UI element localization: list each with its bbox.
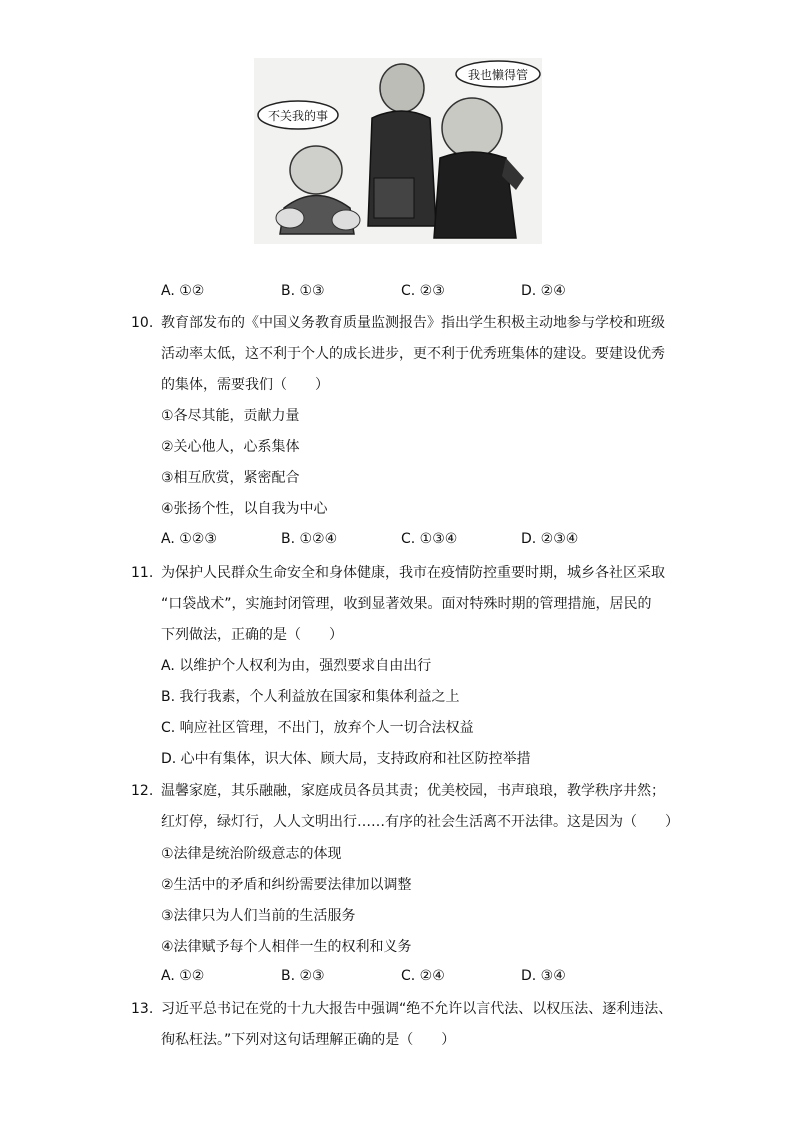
q12-stem-line: 温馨家庭，其乐融融，家庭成员各员其责；优美校园，书声琅琅，教学秩序井然； <box>161 783 665 799</box>
q12-option-d[interactable]: D. ③④ <box>521 968 566 984</box>
q10-item: ④张扬个性，以自我为中心 <box>161 501 328 517</box>
cartoon-figure <box>254 58 542 244</box>
q10-option-b[interactable]: B. ①②④ <box>281 531 338 547</box>
q10-stem-line: 的集体，需要我们（ ） <box>161 377 329 393</box>
q12-item: ④法律赋予每个人相伴一生的权利和义务 <box>161 939 412 955</box>
q11-option-d[interactable]: D. 心中有集体，识大体、顾大局，支持政府和社区防控举措 <box>161 751 531 767</box>
q9-option-c[interactable]: C. ②③ <box>401 283 445 299</box>
q9-options <box>161 283 641 303</box>
q11-stem-line: 为保护人民群众生命安全和身体健康，我市在疫情防控重要时期，城乡各社区采取 <box>161 565 665 581</box>
q11-number: 11. <box>131 565 154 581</box>
bubble-right-text: 我也懒得管 <box>467 68 529 82</box>
q10-option-d[interactable]: D. ②③④ <box>521 531 579 547</box>
q12-item: ③法律只为人们当前的生活服务 <box>161 908 356 924</box>
q11-option-b[interactable]: B. 我行我素，个人利益放在国家和集体利益之上 <box>161 689 460 705</box>
q10-stem-line: 教育部发布的《中国义务教育质量监测报告》指出学生积极主动地参与学校和班级 <box>161 315 665 331</box>
q12-option-c[interactable]: C. ②④ <box>401 968 445 984</box>
q10-option-a[interactable]: A. ①②③ <box>161 531 217 547</box>
q10-options <box>161 531 641 551</box>
q13-number: 13. <box>131 1001 154 1017</box>
q12-stem-line: 红灯停，绿灯行，人人文明出行……有序的社会生活离不开法律。这是因为（ ） <box>161 814 679 830</box>
q12-item: ②生活中的矛盾和纠纷需要法律加以调整 <box>161 877 412 893</box>
q9-option-a[interactable]: A. ①② <box>161 283 205 299</box>
q11-stem-line: “口袋战术”，实施封闭管理，收到显著效果。面对特殊时期的管理措施，居民的 <box>161 596 652 612</box>
q9-option-b[interactable]: B. ①③ <box>281 283 325 299</box>
bubble-left-text: 不关我的事 <box>267 109 329 123</box>
q12-options <box>161 968 641 988</box>
q13-stem-line: 徇私枉法。”下列对这句话理解正确的是（ ） <box>161 1032 456 1048</box>
cartoon-illustration <box>254 58 542 244</box>
q10-option-c[interactable]: C. ①③④ <box>401 531 458 547</box>
q11-option-c[interactable]: C. 响应社区管理，不出门，放弃个人一切合法权益 <box>161 720 474 736</box>
q12-option-b[interactable]: B. ②③ <box>281 968 325 984</box>
q11-option-a[interactable]: A. 以维护个人权利为由，强烈要求自由出行 <box>161 658 432 674</box>
q10-stem-line: 活动率太低，这不利于个人的成长进步，更不利于优秀班集体的建设。要建设优秀 <box>161 346 665 362</box>
q11-stem-line: 下列做法，正确的是（ ） <box>161 627 343 643</box>
q12-item: ①法律是统治阶级意志的体现 <box>161 846 342 862</box>
q10-item: ③相互欣赏，紧密配合 <box>161 470 300 486</box>
q12-number: 12. <box>131 783 154 799</box>
q10-number: 10. <box>131 315 154 331</box>
q10-item: ①各尽其能，贡献力量 <box>161 408 300 424</box>
q13-stem-line: 习近平总书记在党的十九大报告中强调“绝不允许以言代法、以权压法、逐利违法、 <box>161 1001 673 1017</box>
q9-option-d[interactable]: D. ②④ <box>521 283 566 299</box>
q12-option-a[interactable]: A. ①② <box>161 968 205 984</box>
q10-item: ②关心他人，心系集体 <box>161 439 300 455</box>
